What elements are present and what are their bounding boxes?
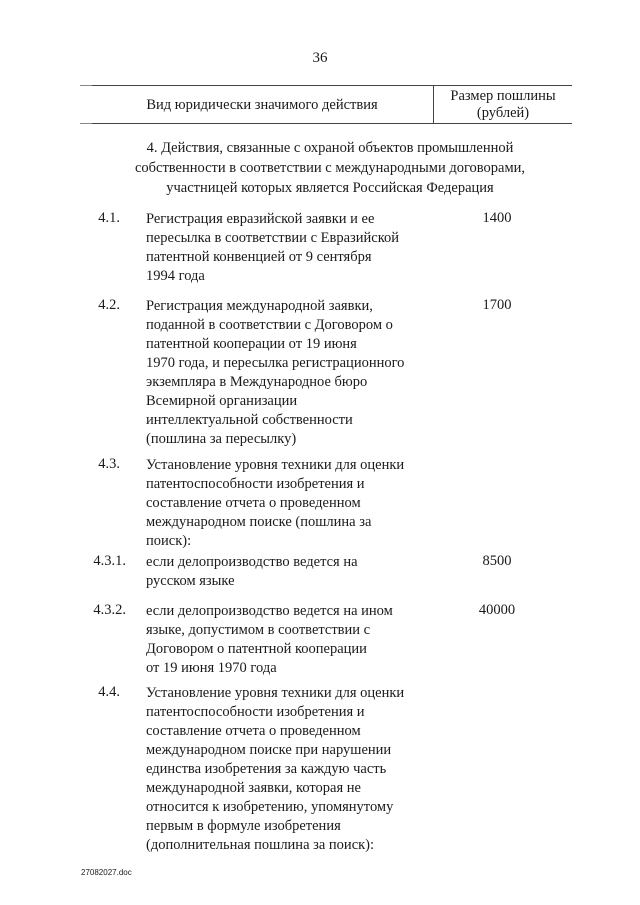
item-line: экземпляра в Международное бюро: [146, 374, 368, 390]
item-line: патентоспособности изобретения и: [146, 476, 365, 492]
item-line: (дополнительная пошлина за поиск):: [146, 837, 375, 853]
item-line: Договором о патентной кооперации: [146, 641, 367, 657]
column-header-fee-line2: (рублей): [476, 105, 530, 121]
header-top-rule: [80, 85, 572, 86]
item-line: 1970 года, и пересылка регистрационного: [146, 355, 405, 371]
item-line: единства изобретения за каждую часть: [146, 761, 387, 777]
item-number: 4.3.1.: [93, 553, 126, 569]
item-line: поиск):: [146, 533, 192, 549]
item-description: [146, 456, 431, 551]
item-line: относится к изобретению, упомянутому: [146, 799, 394, 815]
item-line: Установление уровня техники для оценки: [146, 685, 405, 701]
item-line: 1994 года: [146, 268, 205, 284]
item-number: 4.3.2.: [93, 602, 126, 618]
column-separator: [433, 86, 434, 123]
column-header-fee-line1: Размер пошлины: [450, 88, 556, 104]
item-line: Регистрация евразийской заявки и ее: [146, 211, 375, 227]
item-number: 4.3.: [98, 456, 120, 472]
header-stub-rule-top: [80, 85, 92, 86]
item-line: составление отчета о проведенном: [146, 495, 361, 511]
item-fee: 1700: [482, 297, 512, 313]
item-description: [146, 210, 431, 286]
footer-filename: 27082027.doc: [81, 868, 132, 877]
section-heading-line: участницей которых является Российская Федерация: [166, 180, 494, 196]
item-fee: 40000: [478, 602, 516, 618]
item-line: языке, допустимом в соответствии с: [146, 622, 371, 638]
item-line: если делопроизводство ведется на: [146, 554, 358, 570]
item-line: международном поиске (пошлина за: [146, 514, 372, 530]
header-bottom-rule: [92, 123, 572, 124]
item-number: 4.1.: [98, 210, 120, 226]
item-line: международном поиске при нарушении: [146, 742, 392, 758]
item-number: 4.2.: [98, 297, 120, 313]
section-heading: [100, 138, 560, 198]
item-line: патентоспособности изобретения и: [146, 704, 365, 720]
item-line: русском языке: [146, 573, 235, 589]
item-line: первым в формуле изобретения: [146, 818, 341, 834]
item-description: [146, 553, 431, 591]
item-line: Установление уровня техники для оценки: [146, 457, 405, 473]
page-number: 36: [312, 50, 328, 66]
item-line: международной заявки, которая не: [146, 780, 361, 796]
column-header-fee: [436, 88, 570, 122]
item-description: [146, 297, 431, 449]
item-number: 4.4.: [98, 684, 120, 700]
item-line: если делопроизводство ведется на ином: [146, 603, 393, 619]
item-line: от 19 июня 1970 года: [146, 660, 277, 676]
header-stub-rule-bottom: [80, 123, 92, 124]
item-line: (пошлина за пересылку): [146, 431, 297, 447]
column-header-action: Вид юридически значимого действия: [146, 97, 378, 113]
item-fee: 8500: [482, 553, 512, 569]
item-line: поданной в соответствии с Договором о: [146, 317, 393, 333]
item-line: интеллектуальной собственности: [146, 412, 353, 428]
item-line: пересылка в соответствии с Евразийской: [146, 230, 400, 246]
item-line: составление отчета о проведенном: [146, 723, 361, 739]
item-line: патентной конвенцией от 9 сентября: [146, 249, 372, 265]
item-line: патентной кооперации от 19 июня: [146, 336, 357, 352]
item-fee: 1400: [482, 210, 512, 226]
item-line: Регистрация международной заявки,: [146, 298, 373, 314]
item-description: [146, 602, 431, 678]
item-line: Всемирной организации: [146, 393, 298, 409]
section-heading-line: собственности в соответствии с международными договорами,: [134, 160, 526, 176]
item-description: [146, 684, 431, 855]
section-heading-line: 4. Действия, связанные с охраной объектов промышленной: [146, 140, 514, 156]
